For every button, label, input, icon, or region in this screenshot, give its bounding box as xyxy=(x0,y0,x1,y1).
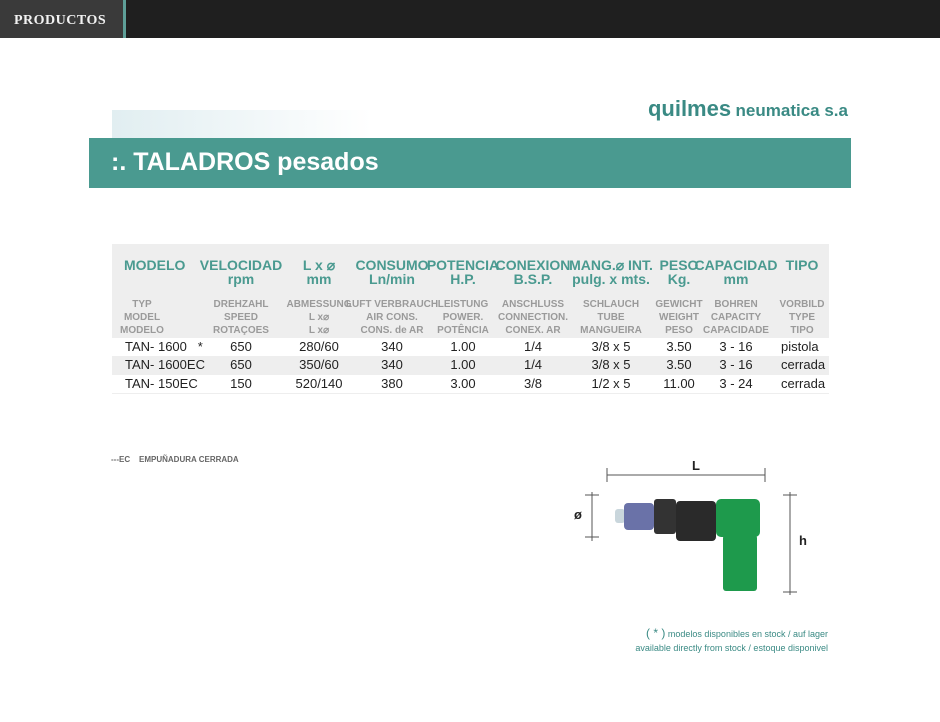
logo-brand: quilmes xyxy=(647,96,732,121)
column-subheader-line: SCHLAUCH xyxy=(582,299,640,310)
column-header-line: PESO xyxy=(659,257,699,273)
stock-note xyxy=(635,626,828,655)
column-subheader-line: CONEX. AR xyxy=(505,325,561,336)
tab-productos-label: PRODUCTOS xyxy=(14,13,107,28)
column-subheader-line: LUFT VERBRAUCH xyxy=(345,299,439,310)
table-cell: pistola xyxy=(781,339,819,354)
table-cell: TAN- 1600EC xyxy=(125,357,205,372)
column-header-line: POTENCIA xyxy=(426,257,500,273)
table-cell: TAN- 1600 * xyxy=(125,339,203,354)
column-header-line: MANG.⌀ INT. xyxy=(569,257,653,273)
column-subheader-line: PESO xyxy=(665,325,693,336)
column-header xyxy=(200,258,282,286)
column-subheader-line: TUBE xyxy=(597,312,625,323)
table-cell: 340 xyxy=(381,357,403,372)
length-label: L xyxy=(692,458,700,473)
table-cell: 650 xyxy=(230,339,252,354)
column-header-line: B.S.P. xyxy=(513,271,553,287)
stock-line2: available directly from stock / estoque disponivel xyxy=(635,643,828,653)
table-cell: cerrada xyxy=(781,376,826,391)
column-header xyxy=(786,258,819,272)
table-row xyxy=(112,356,829,374)
spec-table xyxy=(112,244,829,394)
table-cell: 380 xyxy=(381,376,403,391)
column-subheader xyxy=(655,298,702,337)
column-subheader-line: CONNECTION. xyxy=(498,312,568,323)
column-header-line: CONEXION xyxy=(495,257,571,273)
title-banner xyxy=(89,138,851,188)
table-cell: 650 xyxy=(230,357,252,372)
height-label: h xyxy=(799,533,807,548)
column-subheader-line: ANSCHLUSS xyxy=(501,299,565,310)
column-header-line: pulg. x mts. xyxy=(572,271,650,287)
table-cell: 1/2 x 5 xyxy=(591,376,631,391)
top-bar xyxy=(0,0,940,38)
diameter-label: ø xyxy=(574,507,582,522)
column-subheader-line: ROTAÇOES xyxy=(213,325,269,336)
table-cell: 3/8 xyxy=(523,376,543,391)
table-cell: TAN- 150EC xyxy=(125,376,198,391)
column-header xyxy=(660,258,699,286)
table-cell: 3 - 16 xyxy=(719,357,753,372)
column-header-line: Ln/min xyxy=(369,271,415,287)
column-subheader-line: SPEED xyxy=(224,312,258,323)
table-cell: 3 - 16 xyxy=(719,339,753,354)
column-subheader xyxy=(703,298,769,337)
stock-line1: modelos disponibles en stock / auf lager xyxy=(667,629,828,639)
column-subheader-line: MODELO xyxy=(120,325,164,336)
column-header xyxy=(569,258,653,286)
column-header-line: CAPACIDAD xyxy=(694,257,778,273)
table-cell: 1/4 xyxy=(523,339,543,354)
column-subheader-line: GEWICHT xyxy=(655,299,703,310)
column-subheader-line: MODEL xyxy=(123,312,161,323)
table-cell: 11.00 xyxy=(663,376,695,391)
column-header-line: Kg. xyxy=(667,271,691,287)
column-subheader-line: CAPACITY xyxy=(710,312,762,323)
column-subheader-line: CONS. de AR xyxy=(360,325,424,336)
table-row xyxy=(112,338,829,356)
column-subheader xyxy=(120,298,164,337)
table-cell: 350/60 xyxy=(299,357,339,372)
column-subheader-line: DREHZAHL xyxy=(213,299,269,310)
column-header-line: MODELO xyxy=(124,257,186,273)
column-header-line: H.P. xyxy=(450,271,476,287)
column-subheader-line: TYP xyxy=(132,299,152,310)
table-cell: 3.00 xyxy=(450,376,476,391)
column-subheader-line: POWER. xyxy=(442,312,484,323)
column-subheader-line: AIR CONS. xyxy=(366,312,418,323)
column-header xyxy=(496,258,571,286)
column-header-line: rpm xyxy=(227,271,255,287)
tool-body xyxy=(615,499,760,591)
logo-rest: neumatica s.a xyxy=(735,101,848,120)
table-cell: 150 xyxy=(230,376,252,391)
column-subheader-line: CAPACIDADE xyxy=(703,325,769,336)
table-cell: 3.50 xyxy=(666,357,692,372)
page-title: :. TALADROS pesados xyxy=(111,148,379,176)
table-cell: 3/8 x 5 xyxy=(591,357,631,372)
column-subheader-line: MANGUEIRA xyxy=(580,325,642,336)
column-subheader xyxy=(780,298,825,337)
tab-productos[interactable] xyxy=(0,0,126,38)
column-header xyxy=(427,258,499,286)
column-subheader xyxy=(437,298,489,337)
column-header-line: mm xyxy=(723,271,749,287)
stock-star: ( * ) xyxy=(646,626,666,640)
table-cell: 3.50 xyxy=(666,339,692,354)
column-subheader xyxy=(213,298,269,337)
column-subheader xyxy=(286,298,351,337)
column-header-line: TIPO xyxy=(785,257,819,273)
column-subheader xyxy=(498,298,568,337)
tool-drawing xyxy=(570,455,810,605)
column-header-line: CONSUMO xyxy=(355,257,429,273)
column-subheader-line: LEISTUNG xyxy=(437,299,489,310)
column-header xyxy=(695,258,778,286)
column-header xyxy=(355,258,428,286)
column-header-line: mm xyxy=(306,271,332,287)
column-header-line: VELOCIDAD xyxy=(199,257,283,273)
table-row xyxy=(112,375,829,393)
table-cell: 1.00 xyxy=(450,339,476,354)
column-subheader-line: WEIGHT xyxy=(659,312,699,323)
table-cell: cerrada xyxy=(781,357,826,372)
column-subheader-line: POTÊNCIA xyxy=(437,325,489,336)
column-subheader-line: L x⌀ xyxy=(308,325,330,336)
column-subheader-line: TYPE xyxy=(788,312,816,323)
column-subheader-line: TIPO xyxy=(790,325,814,336)
column-header xyxy=(124,258,185,272)
column-subheader xyxy=(346,298,438,337)
column-subheader-line: L x⌀ xyxy=(308,312,330,323)
banner-fade xyxy=(112,110,372,138)
column-header-line: L x ⌀ xyxy=(302,257,336,273)
table-cell: 340 xyxy=(381,339,403,354)
ec-footnote xyxy=(111,455,239,464)
column-subheader-line: VORBILD xyxy=(779,299,825,310)
table-cell: 1/4 xyxy=(523,357,543,372)
table-cell: 1.00 xyxy=(450,357,476,372)
ec-code: ---EC xyxy=(111,455,131,464)
column-subheader xyxy=(580,298,642,337)
table-cell: 280/60 xyxy=(299,339,339,354)
ec-text: EMPUÑADURA CERRADA xyxy=(139,455,239,464)
table-cell: 520/140 xyxy=(295,376,343,391)
column-subheader-line: BOHREN xyxy=(714,299,758,310)
company-logo xyxy=(648,96,848,122)
column-subheader-line: ABMESSUNG xyxy=(286,299,352,310)
table-cell: 3/8 x 5 xyxy=(591,339,631,354)
column-header xyxy=(303,258,335,286)
table-cell: 3 - 24 xyxy=(719,376,753,391)
